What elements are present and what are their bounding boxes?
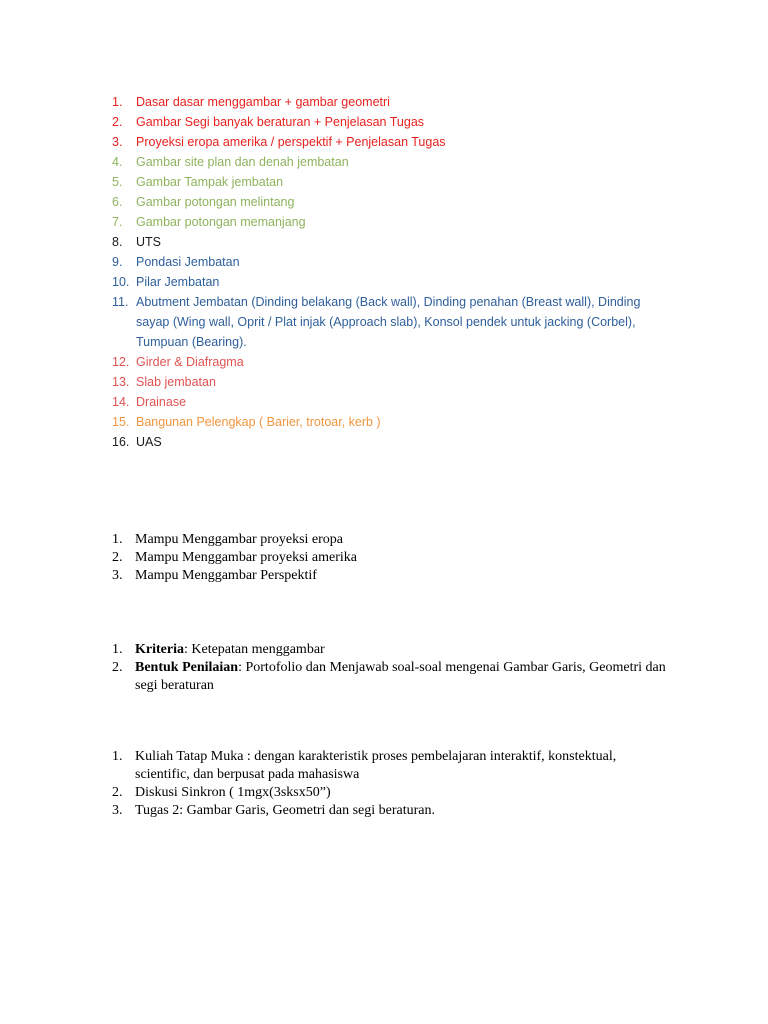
list-number: 3.	[112, 803, 123, 818]
list-number: 9.	[112, 255, 123, 269]
topic-list	[112, 92, 672, 452]
topic-item	[112, 352, 672, 372]
list-number: 3.	[112, 135, 123, 149]
list-text: Dasar dasar menggambar + gambar geometri	[136, 95, 390, 109]
list-number: 4.	[112, 155, 123, 169]
topic-item	[112, 372, 672, 392]
criterion-label: Kriteria	[135, 642, 184, 657]
list-number: 13.	[112, 375, 130, 389]
list-number: 1.	[112, 749, 123, 764]
list-number: 8.	[112, 235, 123, 249]
list-text: Gambar potongan melintang	[136, 195, 295, 209]
method-item	[112, 802, 672, 820]
list-number: 6.	[112, 195, 123, 209]
list-text: Kuliah Tatap Muka : dengan karakteristik proses pembelajaran interaktif, konstektual, scientific, dan berpusat pada mahasiswa	[135, 749, 617, 782]
list-number: 14.	[112, 395, 130, 409]
list-text: Gambar potongan memanjang	[136, 215, 306, 229]
list-number: 12.	[112, 355, 130, 369]
ability-item	[112, 567, 672, 585]
list-number: 2.	[112, 550, 123, 565]
method-item	[112, 748, 672, 784]
topic-item	[112, 212, 672, 232]
topic-item	[112, 412, 672, 432]
list-text: Gambar Tampak jembatan	[136, 175, 284, 189]
list-number: 3.	[112, 568, 123, 583]
list-number: 11.	[112, 295, 129, 309]
list-text: UAS	[136, 435, 162, 449]
topic-item	[112, 252, 672, 272]
list-number: 2.	[112, 115, 123, 129]
list-text: UTS	[136, 235, 161, 249]
list-number: 1.	[112, 532, 123, 547]
list-number: 2.	[112, 660, 123, 675]
list-number: 5.	[112, 175, 123, 189]
topic-item	[112, 272, 672, 292]
list-number: 2.	[112, 785, 123, 800]
list-text: Pilar Jembatan	[136, 275, 220, 289]
topic-item	[112, 172, 672, 192]
ability-item	[112, 531, 672, 549]
topic-item	[112, 192, 672, 212]
list-text: Abutment Jembatan (Dinding belakang (Back wall), Dinding penahan (Breast wall), Dinding sayap (Wing wall, Oprit / Plat injak (Approach slab), Konsol pendek untuk jacking (Corbel), Tumpuan (Bearing).	[136, 295, 641, 349]
list-number: 1.	[112, 95, 123, 109]
list-text	[135, 659, 672, 695]
list-number: 7.	[112, 215, 123, 229]
list-text: Girder & Diafragma	[136, 355, 244, 369]
list-text: Bangunan Pelengkap ( Barier, trotoar, kerb )	[136, 415, 381, 429]
assessment-list	[112, 641, 672, 695]
criterion-label: Bentuk Penilaian	[135, 660, 239, 675]
list-text: Pondasi Jembatan	[136, 255, 240, 269]
ability-item	[112, 549, 672, 567]
method-item	[112, 784, 672, 802]
topic-item	[112, 132, 672, 152]
list-text: Slab jembatan	[136, 375, 216, 389]
list-text: Mampu Menggambar proyeksi eropa	[135, 532, 343, 547]
list-text: Proyeksi eropa amerika / perspektif + Penjelasan Tugas	[136, 135, 446, 149]
topic-item	[112, 432, 672, 452]
topic-item	[112, 152, 672, 172]
list-number: 16.	[112, 435, 130, 449]
list-text: Mampu Menggambar Perspektif	[135, 568, 317, 583]
method-list	[112, 748, 672, 820]
topic-item	[112, 392, 672, 412]
list-text: Drainase	[136, 395, 187, 409]
topic-item	[112, 232, 672, 252]
topic-item	[112, 112, 672, 132]
assessment-item	[112, 641, 672, 659]
topic-item	[112, 292, 672, 352]
list-number: 10.	[112, 275, 130, 289]
list-number: 1.	[112, 642, 123, 657]
list-text: Mampu Menggambar proyeksi amerika	[135, 550, 357, 565]
criterion-text: : Ketepatan menggambar	[183, 642, 325, 657]
criterion-text: : Portofolio dan Menjawab soal-soal mengenai Gambar Garis, Geometri dan segi beraturan	[135, 660, 666, 693]
list-text: Tugas 2: Gambar Garis, Geometri dan segi beraturan.	[135, 803, 436, 818]
topic-item	[112, 92, 672, 112]
list-text: Diskusi Sinkron ( 1mgx(3sksx50”)	[135, 785, 331, 800]
list-text	[135, 641, 672, 659]
list-text: Gambar Segi banyak beraturan + Penjelasan Tugas	[136, 115, 425, 129]
assessment-item	[112, 659, 672, 695]
list-text: Gambar site plan dan denah jembatan	[136, 155, 349, 169]
ability-list	[112, 531, 672, 585]
list-number: 15.	[112, 415, 130, 429]
